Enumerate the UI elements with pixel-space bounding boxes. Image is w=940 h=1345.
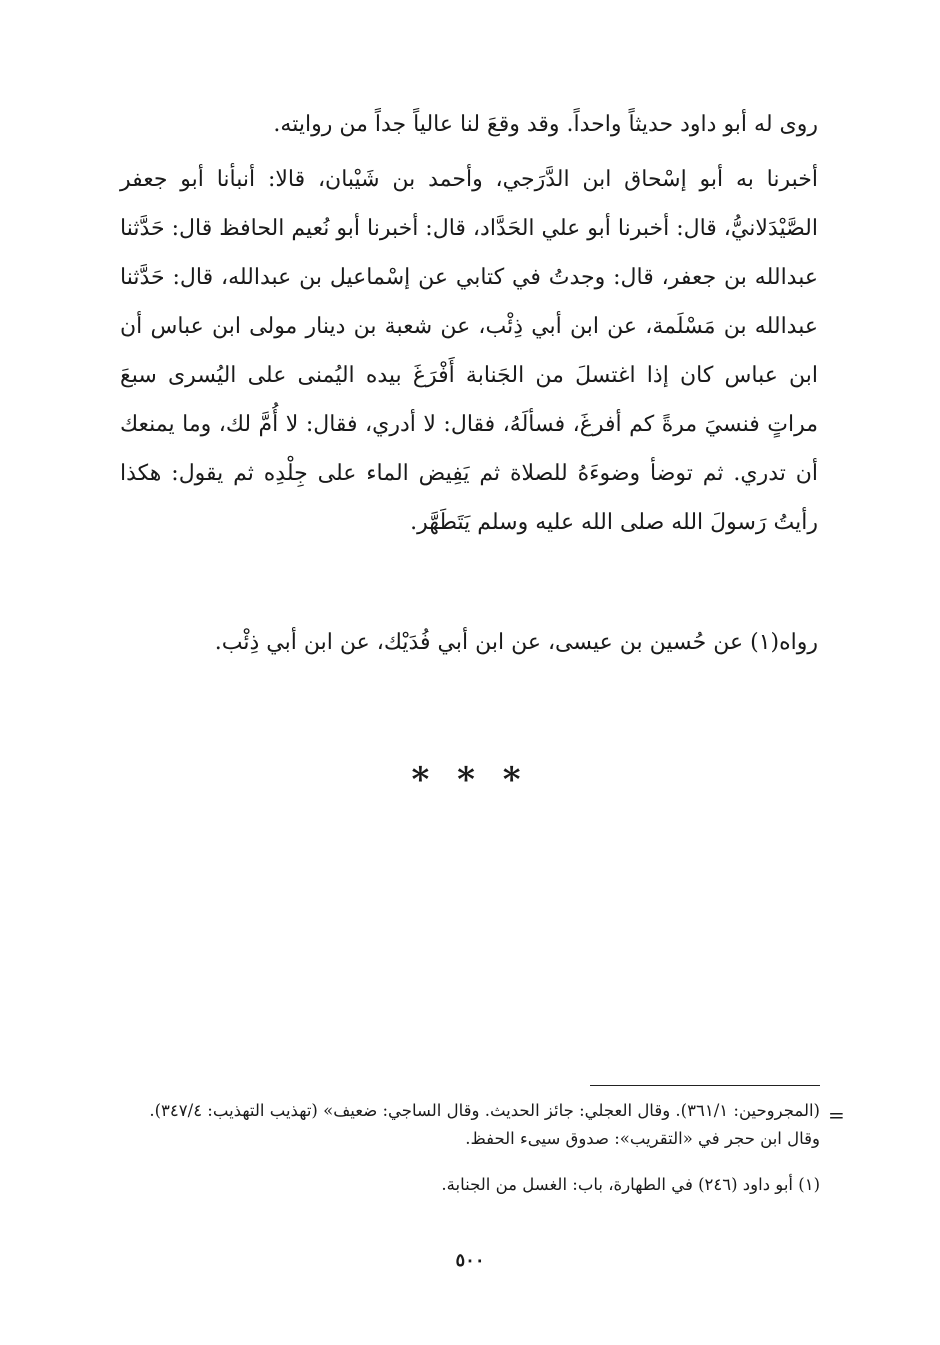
section-separator: * * * xyxy=(411,760,529,800)
body-paragraph-3: رواه(١) عن حُسين بن عيسى، عن ابن أبي فُدَيْك، عن ابن أبي ذِئْب. xyxy=(214,630,818,655)
footnote-continuation-mark: = xyxy=(828,1103,845,1127)
body-paragraph-1: روى له أبو داود حديثاً واحداً. وقد وقعَ لنا عالياً جداً من روايته. xyxy=(273,112,818,137)
footnote-continued: (المجروحين: ٣٦١/١). وقال العجلي: جائز الحديث. وقال الساجي: ضعيف» (تهذيب التهذيب: ٣٤٧/٤). وقال ابن حجر في «التقريب»: صدوق سيىء الحفظ. xyxy=(149,1101,820,1148)
footnote-divider xyxy=(590,1085,820,1086)
footnote-1: (١) أبو داود (٢٤٦) في الطهارة، باب: الغسل من الجنابة. xyxy=(441,1175,820,1194)
page-number: ٥٠٠ xyxy=(455,1250,485,1271)
body-paragraph-2: أخبرنا به أبو إسْحاق ابن الدَّرَجي، وأحمد بن شَيْبان، قالا: أنبأنا أبو جعفر الصَّيْدَلانيُّ، قال: أخبرنا أبو علي الحَدَّاد، قال: أخبرنا أبو نُعيم الحافظ قال: حَدَّثنا عبدالله بن جعفر، قال: وجدتُ في كتابي عن إسْماعيل بن عبدالله، قال: حَدَّثنا عبدالله بن مَسْلَمة، عن ابن أبي ذِئْب، عن شعبة بن دينار مولى ابن عباس أن ابن عباس كان إذا اغتسلَ من الجَنابة أَفْرَغَ بيده اليُمنى على اليُسرى سبعَ مراتٍ فنسيَ مرةً كم أفرغَ، فسألَهُ، فقال: لا أدري، فقال: لا أُمَّ لك، وما يمنعك أن تدري. ثم توضأ وضوءَهُ للصلاة ثم يَفِيض الماء على جِلْدِه ثم يقول: هكذا رأيتُ رَسولَ الله صلى الله عليه وسلم يَتَطَهَّر. xyxy=(120,167,818,535)
